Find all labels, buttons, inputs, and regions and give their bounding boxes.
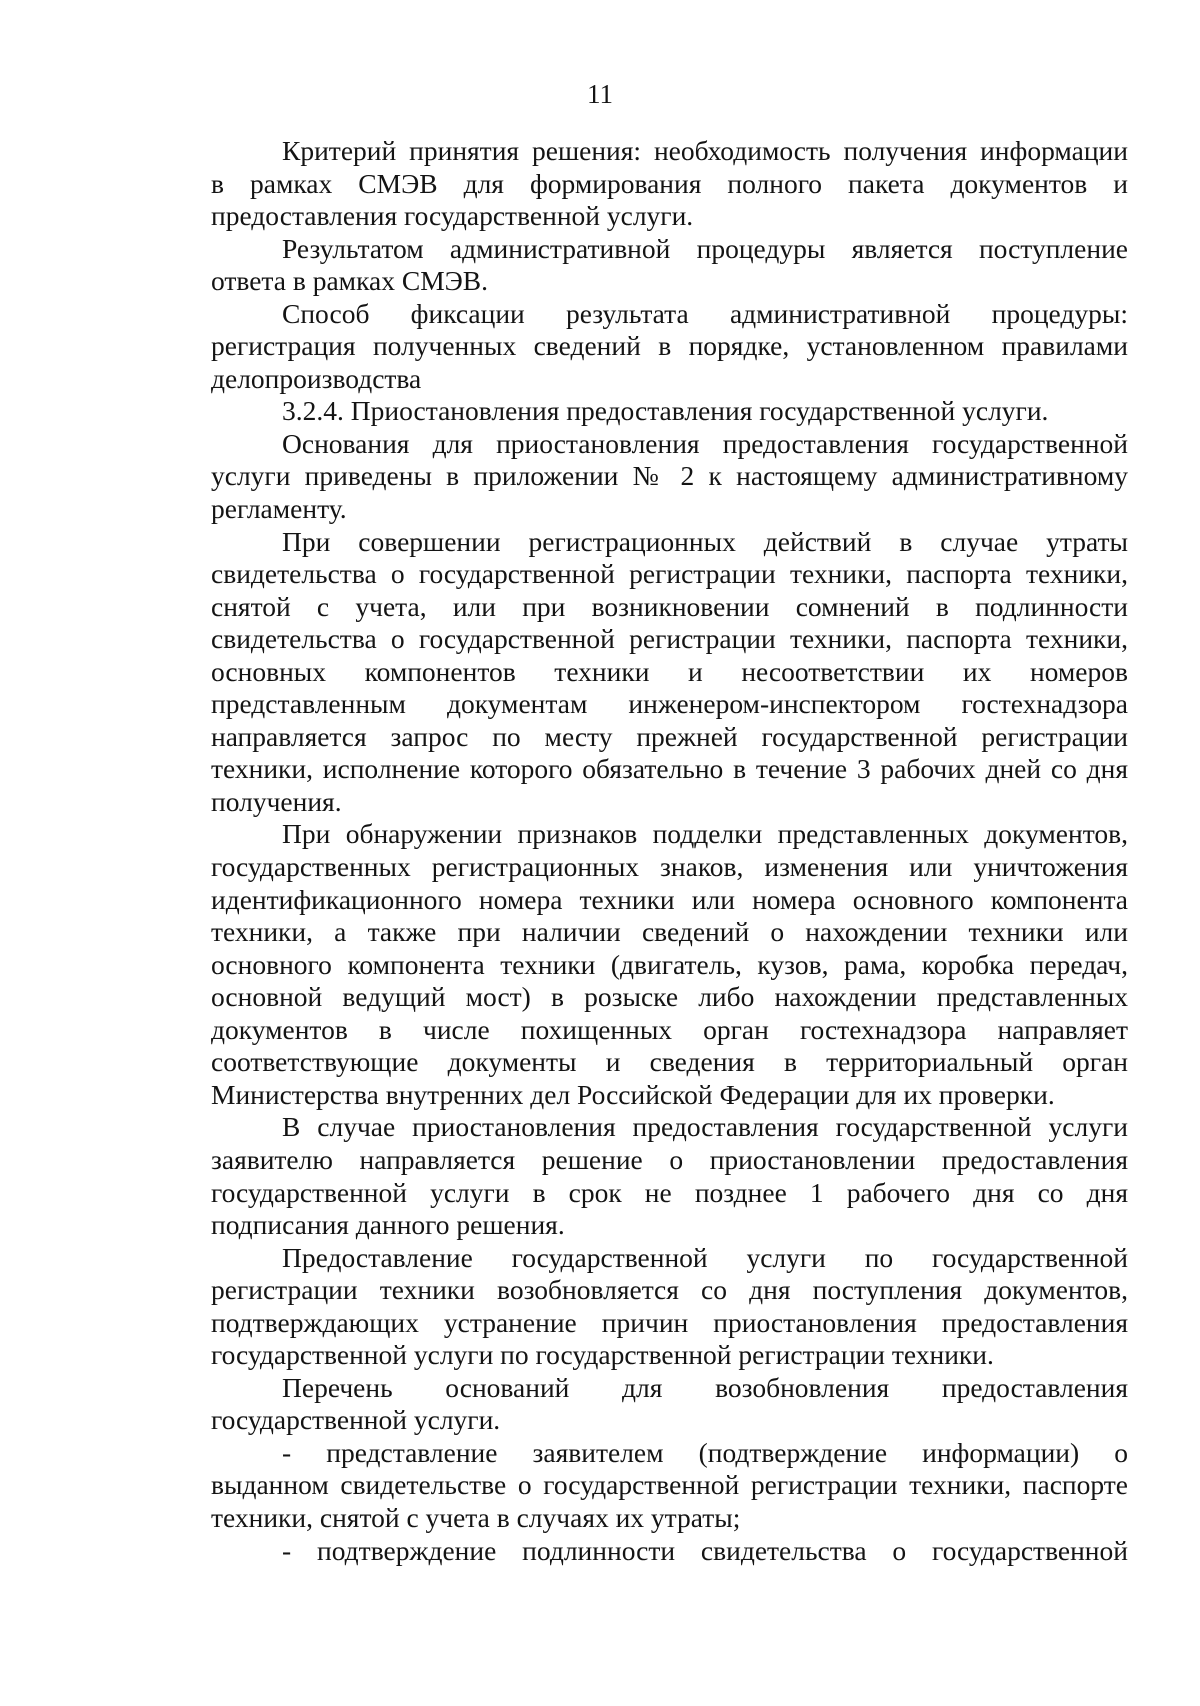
text-line: направляется запрос по месту прежней государственной регистрации xyxy=(211,720,1128,752)
paragraph-first-line: Способ фиксации результата административной процедуры: xyxy=(282,297,1128,329)
text-line: идентификационного номера техники или номера основного компонента xyxy=(211,883,1128,915)
text-line: предоставления государственной услуги. xyxy=(211,200,694,232)
paragraph-first-line: 3.2.4. Приостановления предоставления государственной услуги. xyxy=(282,395,1049,427)
text-line: ответа в рамках СМЭВ. xyxy=(211,265,489,297)
text-line: заявителю направляется решение о приостановлении предоставления xyxy=(211,1143,1128,1175)
text-line: в рамках СМЭВ для формирования полного пакета документов и xyxy=(211,167,1128,199)
text-line: государственных регистрационных знаков, изменения или уничтожения xyxy=(211,851,1128,883)
text-line: Министерства внутренних дел Российской Федерации для их проверки. xyxy=(211,1078,1055,1110)
text-line: основного компонента техники (двигатель, кузов, рама, коробка передач, xyxy=(211,948,1128,980)
text-line: услуги приведены в приложении № 2 к настоящему административному xyxy=(211,460,1128,492)
text-line: регистрации техники возобновляется со дня поступления документов, xyxy=(211,1274,1128,1306)
text-line: представленным документам инженером-инспектором гостехнадзора xyxy=(211,688,1128,720)
paragraph-first-line: - представление заявителем (подтверждение информации) о xyxy=(282,1436,1128,1468)
text-line: техники, исполнение которого обязательно в течение 3 рабочих дней со дня xyxy=(211,753,1128,785)
paragraph-first-line: При совершении регистрационных действий в случае утраты xyxy=(282,525,1128,557)
text-line: государственной услуги в срок не позднее 1 рабочего дня со дня xyxy=(211,1176,1128,1208)
text-line: основных компонентов техники и несоответствии их номеров xyxy=(211,655,1128,687)
text-line: подписания данного решения. xyxy=(211,1209,565,1241)
text-line: регистрация полученных сведений в порядке, установленном правилами xyxy=(211,330,1128,362)
paragraph-first-line: - подтверждение подлинности свидетельства о государственной xyxy=(282,1534,1128,1566)
text-line: государственной услуги. xyxy=(211,1404,501,1436)
paragraph-first-line: Результатом административной процедуры является поступление xyxy=(282,232,1128,264)
body-text xyxy=(211,135,1128,1567)
paragraph-first-line: При обнаружении признаков подделки представленных документов, xyxy=(282,818,1128,850)
text-line: техники, снятой с учета в случаях их утраты; xyxy=(211,1501,741,1533)
text-line: снятой с учета, или при возникновении сомнений в подлинности xyxy=(211,590,1128,622)
text-line: регламенту. xyxy=(211,493,347,525)
text-line: техники, а также при наличии сведений о нахождении техники или xyxy=(211,916,1128,948)
paragraph-first-line: Критерий принятия решения: необходимость получения информации xyxy=(282,135,1128,166)
text-line: выданном свидетельстве о государственной регистрации техники, паспорте xyxy=(211,1469,1128,1501)
text-line: основной ведущий мост) в розыске либо нахождении представленных xyxy=(211,981,1128,1013)
page-number: 11 xyxy=(587,79,613,109)
text-line: свидетельства о государственной регистрации техники, паспорта техники, xyxy=(211,558,1128,590)
text-line: соответствующие документы и сведения в территориальный орган xyxy=(211,1046,1128,1078)
text-line: документов в числе похищенных орган гостехнадзора направляет xyxy=(211,1013,1128,1045)
text-line: получения. xyxy=(211,785,342,817)
paragraph-first-line: Перечень оснований для возобновления предоставления xyxy=(282,1371,1128,1403)
text-line: подтверждающих устранение причин приостановления предоставления xyxy=(211,1306,1128,1338)
text-line: делопроизводства xyxy=(211,362,422,394)
paragraph-first-line: Основания для приостановления предоставления государственной xyxy=(282,427,1128,459)
text-line: свидетельства о государственной регистрации техники, паспорта техники, xyxy=(211,623,1128,655)
paragraph-first-line: Предоставление государственной услуги по государственной xyxy=(282,1241,1128,1273)
text-line: государственной услуги по государственной регистрации техники. xyxy=(211,1339,994,1371)
paragraph-first-line: В случае приостановления предоставления государственной услуги xyxy=(282,1111,1128,1143)
